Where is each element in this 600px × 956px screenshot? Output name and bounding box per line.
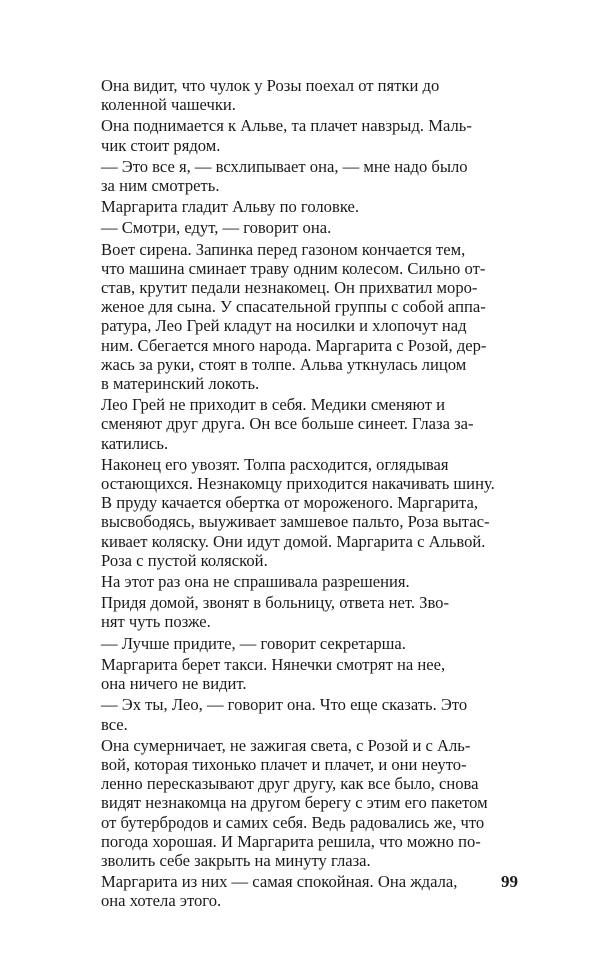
paragraph: — Смотри, едут, — говорит она. — [101, 218, 332, 238]
paragraph: Она поднимается к Альве, та плачет навзрыд. Маль- чик стоит рядом. — [101, 116, 472, 155]
paragraph: Маргарита берет такси. Нянечки смотрят на нее, она ничего не видит. — [101, 654, 446, 694]
paragraph: Маргарита гладит Альву по головке. — [101, 197, 359, 217]
paragraph: — Лучше придите, — говорит секретарша. — [101, 633, 406, 653]
body-text — [101, 76, 527, 913]
paragraph: Наконец его увозят. Толпа расходится, оглядывая остающихся. Незнакомцу приходится накачивать шину. В пруду качается обертка от мороженого. Маргарита, высвободясь, выуживает замшевое пальто, Роза вытас- кивает коляску. Они идут домой. Маргарита с Альвой. Роза с пустой коляской. — [101, 454, 495, 570]
paragraph: Воет сирена. Запинка перед газоном кончается тем, что машина сминает траву одним колесом. Сильно от- став, крутит педали незнакомец. Он прихватил моро- женое для сына. У спасательной группы с собой аппа- ратура, Лео Грей кладут на носилки и хлопочут над ним. Сбегается много народа. Маргарита с Розой, дер- жась за руки, стоят в толпе. Альва уткнулась лицом в материнский локоть. — [101, 239, 487, 394]
page-number: 99 — [501, 872, 518, 891]
paragraph: Маргарита из них — самая спокойная. Она ждала, она хотела этого. — [101, 872, 458, 911]
paragraph: Она видит, что чулок у Розы поехал от пятки до коленной чашечки. — [101, 76, 440, 115]
paragraph: Придя домой, звонят в больницу, ответа нет. Зво- нят чуть позже. — [101, 593, 449, 632]
paragraph: Она сумерничает, не зажигая света, с Розой и с Аль- вой, которая тихонько плачет и плачет, и они неуто- ленно пересказывают друг другу, как все было, снова видят незнакомца на другом берегу с этим его пакетом от бутербродов и самих себя. Ведь радовались же, что погода хорошая. И Маргарита решила, что можно по- зволить себе закрыть на минуту глаза. — [101, 735, 488, 870]
paragraph: — Это все я, — всхлипывает она, — мне надо было за ним смотреть. — [101, 156, 468, 196]
paragraph: На этот раз она не спрашивала разрешения. — [101, 572, 410, 592]
paragraph: Лео Грей не приходит в себя. Медики сменяют и сменяют друг друга. Он все больше синеет. Глаза за- катились. — [101, 395, 474, 453]
paragraph: — Эх ты, Лео, — говорит она. Что еще сказать. Это все. — [101, 695, 468, 734]
